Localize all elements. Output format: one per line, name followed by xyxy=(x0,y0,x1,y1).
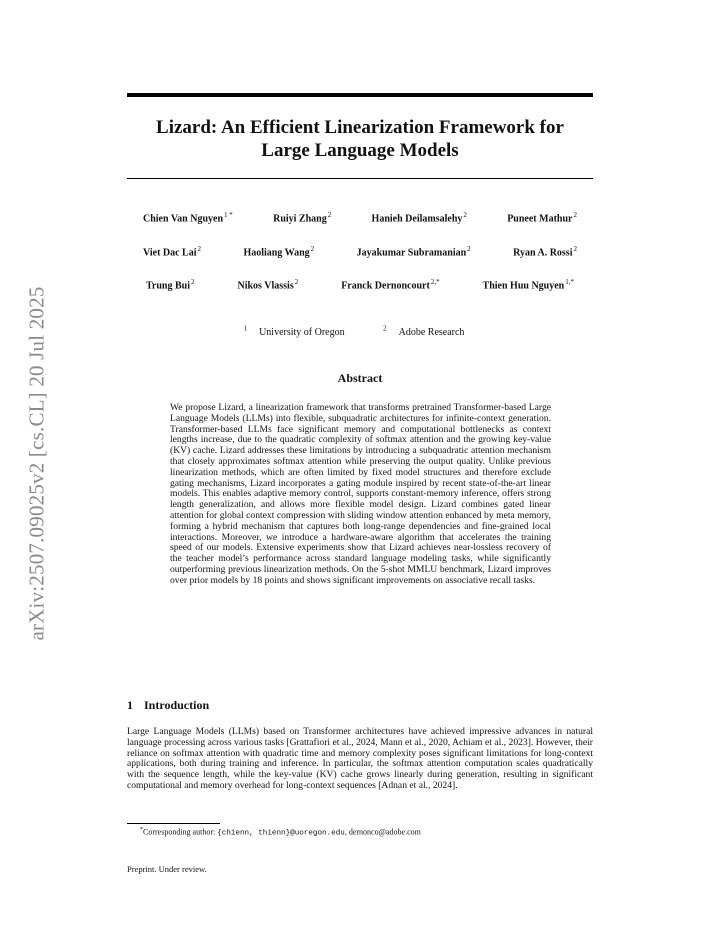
title-line-1: Lizard: An Efficient Linearization Framework for xyxy=(156,117,564,138)
affiliations xyxy=(127,325,593,338)
footnote-email-rest: , dernonco@adobe.com xyxy=(344,827,421,837)
preprint-notice: Preprint. Under review. xyxy=(127,864,207,874)
section-number: 1 xyxy=(127,698,133,712)
title-bottom-rule xyxy=(127,178,593,179)
title-top-rule xyxy=(127,93,593,97)
title-line-2: Large Language Models xyxy=(261,140,459,161)
abstract-heading: Abstract xyxy=(337,371,383,385)
author: Ryan A. Rossi$^2$ xyxy=(513,245,577,259)
footnote-mark: * xyxy=(140,827,143,833)
author-row-3 xyxy=(146,278,574,291)
author: Viet Dac Lai$^2$ xyxy=(143,245,202,259)
author: Franck Dernoncourt$^{2,*}$ xyxy=(341,278,440,292)
author: Thien Huu Nguyen$^{1,*}$ xyxy=(482,278,574,292)
author: Ruiyi Zhang$^2$ xyxy=(273,211,332,225)
footnote xyxy=(140,827,421,838)
author: Haoliang Wang$^2$ xyxy=(243,245,315,259)
introduction-text: Large Language Models (LLMs) based on Transformer architectures have achieved impressive advances in natural language processing across various tasks [Grattafiori et al., 2024, Mann et al., 2020, Achiam et al., 2023]. However, their reliance on softmax attention with quadratic time and memory complexity poses significant limitations for long-context applications, both during training and inference. In particular, the softmax attention computation scales quadratically with the sequence length, while the key-value (KV) cache grows linearly during generation, resulting in significant computational and memory overhead for long-context sequences [Adnan et al., 2024]. xyxy=(127,726,593,791)
author: Nikos Vlassis$^2$ xyxy=(237,278,299,292)
section-title: Introduction xyxy=(144,698,210,712)
arxiv-side-stamp xyxy=(24,262,50,664)
footnote-label: Corresponding author: xyxy=(143,827,218,837)
affiliation: $^1$ University of Oregon xyxy=(243,325,345,339)
author-row-1 xyxy=(143,211,577,224)
paper-title xyxy=(127,116,593,162)
author-row-2 xyxy=(143,245,577,258)
affiliation: $^2$ Adobe Research xyxy=(383,325,465,339)
section-heading xyxy=(127,698,209,713)
author: Trung Bui$^2$ xyxy=(146,278,195,292)
author: Puneet Mathur$^2$ xyxy=(507,211,577,225)
abstract-text: We propose Lizard, a linearization framework that transforms pretrained Transformer-based Large Language Models (LLMs) into flexible, subquadratic architectures for infinite-context generation. Transformer-based LLMs face significant memory and computational bottlenecks as context lengths increase, due to the quadratic complexity of softmax attention and the growing key-value (KV) cache. Lizard addresses these limitations by introducing a subquadratic attention mechanism that closely approximates softmax attention while preserving the output quality. Unlike previous linearization methods, which are often limited by fixed model structures and therefore exclude gating mechanisms, Lizard incorporates a gating module inspired by recent state-of-the-art linear models. This enables adaptive memory control, supports constant-memory inference, offers strong length generalization, and allows more flexible model design. Lizard combines gated linear attention for global context compression with sliding window attention enhanced by meta memory, forming a hybrid mechanism that captures both long-range dependencies and fine-grained local interactions. Moreover, we introduce a hardware-aware algorithm that accelerates the training speed of our models. Extensive experiments show that Lizard achieves near-lossless recovery of the teacher model’s performance across standard language modeling tasks, while significantly outperforming previous linearization methods. On the 5-shot MMLU benchmark, Lizard improves over prior models by 18 points and shows significant improvements on associative recall tasks. xyxy=(170,402,551,586)
author: Hanieh Deilamsalehy$^2$ xyxy=(371,211,467,225)
author: Jayakumar Subramanian$^2$ xyxy=(356,245,471,259)
footnote-emails: {chienn, thienn}@uoregon.edu xyxy=(217,829,345,838)
footnote-rule xyxy=(127,823,220,824)
author: Chien Van Nguyen$^{1 *}$ xyxy=(143,211,233,225)
arxiv-identifier: arXiv:2507.09025v2 [cs.CL] 20 Jul 2025 xyxy=(24,285,49,641)
